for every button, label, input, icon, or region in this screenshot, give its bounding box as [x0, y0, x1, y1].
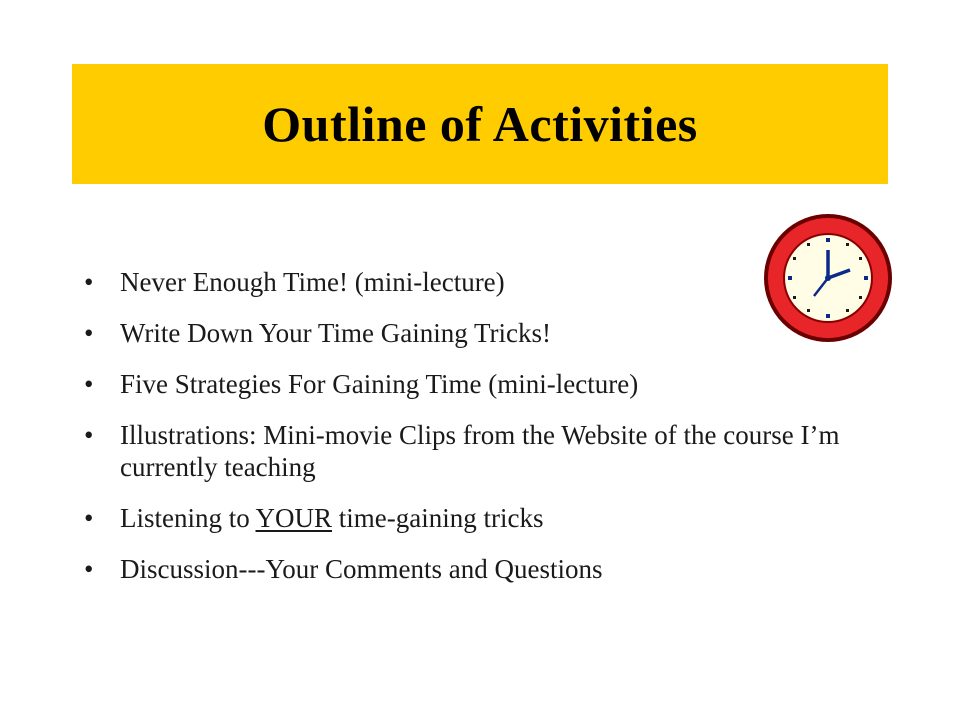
slide-title: Outline of Activities: [262, 96, 698, 152]
list-item: [84, 368, 884, 400]
bullet-dot: •: [84, 318, 94, 348]
list-item: [84, 266, 884, 298]
bullet-text: Never Enough Time! (mini-lecture): [120, 267, 505, 297]
list-item: [84, 419, 884, 483]
bullet-list: [84, 266, 884, 604]
bullet-text-underlined: YOUR: [255, 503, 333, 533]
bullet-text: Illustrations: Mini-movie Clips from the Website of the course I’m currently teaching: [120, 420, 840, 482]
title-banner: [72, 64, 888, 184]
bullet-text: Five Strategies For Gaining Time (mini-lecture): [120, 369, 639, 399]
bullet-dot: •: [84, 369, 94, 399]
bullet-dot: •: [84, 503, 94, 533]
list-item: [84, 317, 884, 349]
list-item: [84, 502, 884, 534]
bullet-dot: •: [84, 420, 94, 450]
bullet-text: Discussion---Your Comments and Questions: [120, 554, 603, 584]
list-item: [84, 553, 884, 585]
bullet-text-after: time-gaining tricks: [332, 503, 544, 533]
bullet-dot: •: [84, 267, 94, 297]
bullet-dot: •: [84, 554, 94, 584]
bullet-text-before: Listening to: [120, 503, 256, 533]
bullet-text: Write Down Your Time Gaining Tricks!: [120, 318, 551, 348]
